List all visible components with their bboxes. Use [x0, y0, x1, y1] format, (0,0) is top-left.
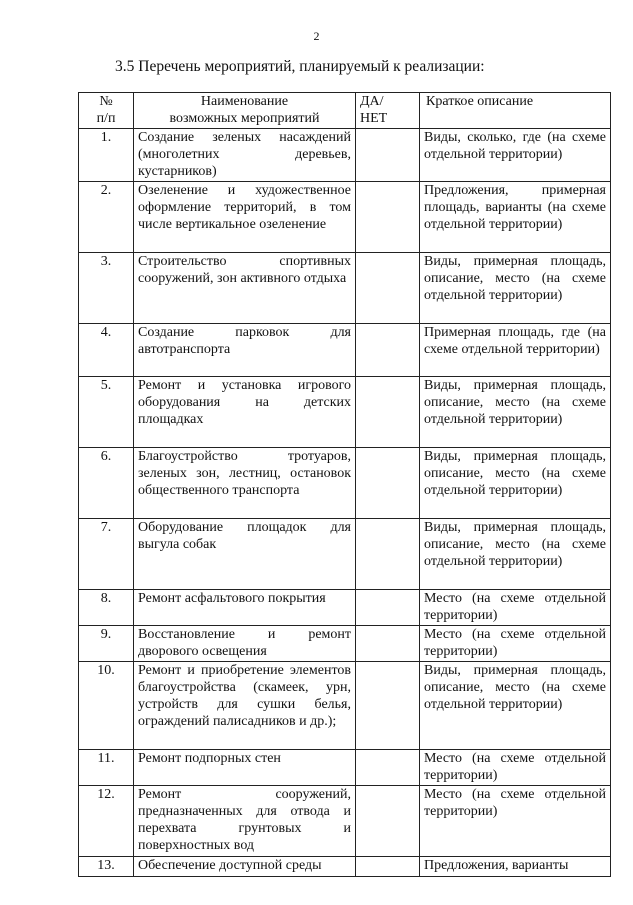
- measure-description: Виды, примерная площадь, описание, место (на схеме отдельной территории): [420, 448, 611, 519]
- measure-description: Виды, сколько, где (на схеме отдельной территории): [420, 129, 611, 182]
- header-name: Наименование возможных мероприятий: [134, 93, 356, 129]
- yes-no-cell[interactable]: [356, 626, 420, 662]
- section-heading: 3.5 Перечень мероприятий, планируемый к реализации:: [115, 58, 485, 75]
- table-row: [79, 519, 611, 590]
- measures-table: [78, 92, 611, 877]
- table-row: [79, 182, 611, 253]
- table-row: [79, 662, 611, 750]
- measure-name: Создание зеленых насаждений (многолетних деревьев, кустарников): [134, 129, 356, 182]
- table-row: [79, 253, 611, 324]
- table-row: [79, 857, 611, 877]
- row-number: 11.: [79, 750, 134, 786]
- table-row: [79, 590, 611, 626]
- yes-no-cell[interactable]: [356, 448, 420, 519]
- measure-description: Место (на схеме отдельной территории): [420, 590, 611, 626]
- measure-name: Ремонт сооружений, предназначенных для отвода и перехвата грунтовых и поверхностных вод: [134, 786, 356, 857]
- row-number: 3.: [79, 253, 134, 324]
- table-header-row: [79, 93, 611, 129]
- header-num: № п/п: [79, 93, 134, 129]
- table-row: [79, 324, 611, 377]
- yes-no-cell[interactable]: [356, 182, 420, 253]
- row-number: 10.: [79, 662, 134, 750]
- yes-no-cell[interactable]: [356, 786, 420, 857]
- row-number: 6.: [79, 448, 134, 519]
- header-description: Краткое описание: [420, 93, 611, 129]
- table-row: [79, 448, 611, 519]
- page-number: 2: [313, 29, 320, 43]
- row-number: 13.: [79, 857, 134, 877]
- yes-no-cell[interactable]: [356, 590, 420, 626]
- measure-name: Ремонт и приобретение элементов благоустройства (скамеек, урн, устройств для сушки белья, ограждений палисадников и др.);: [134, 662, 356, 750]
- row-number: 4.: [79, 324, 134, 377]
- measure-name: Обеспечение доступной среды: [134, 857, 356, 877]
- measure-name: Ремонт подпорных стен: [134, 750, 356, 786]
- measure-name: Оборудование площадок для выгула собак: [134, 519, 356, 590]
- measure-description: Предложения, примерная площадь, варианты (на схеме отдельной территории): [420, 182, 611, 253]
- yes-no-cell[interactable]: [356, 857, 420, 877]
- measure-description: Предложения, варианты: [420, 857, 611, 877]
- yes-no-cell[interactable]: [356, 750, 420, 786]
- table-row: [79, 750, 611, 786]
- measure-description: Виды, примерная площадь, описание, место (на схеме отдельной территории): [420, 253, 611, 324]
- row-number: 1.: [79, 129, 134, 182]
- row-number: 8.: [79, 590, 134, 626]
- yes-no-cell[interactable]: [356, 129, 420, 182]
- header-yes-no: ДА/ НЕТ: [356, 93, 420, 129]
- measure-description: Виды, примерная площадь, описание, место (на схеме отдельной территории): [420, 377, 611, 448]
- measure-description: Примерная площадь, где (на схеме отдельной территории): [420, 324, 611, 377]
- row-number: 7.: [79, 519, 134, 590]
- measure-name: Озеленение и художественное оформление территорий, в том числе вертикальное озеленение: [134, 182, 356, 253]
- table-row: [79, 377, 611, 448]
- measure-description: Виды, примерная площадь, описание, место (на схеме отдельной территории): [420, 662, 611, 750]
- yes-no-cell[interactable]: [356, 662, 420, 750]
- measure-name: Ремонт и установка игрового оборудования на детских площадках: [134, 377, 356, 448]
- table-row: [79, 786, 611, 857]
- measure-description: Место (на схеме отдельной территории): [420, 786, 611, 857]
- measure-name: Восстановление и ремонт дворового освещения: [134, 626, 356, 662]
- measure-name: Создание парковок для автотранспорта: [134, 324, 356, 377]
- yes-no-cell[interactable]: [356, 253, 420, 324]
- row-number: 9.: [79, 626, 134, 662]
- table-row: [79, 129, 611, 182]
- table-row: [79, 626, 611, 662]
- row-number: 2.: [79, 182, 134, 253]
- measure-description: Место (на схеме отдельной территории): [420, 626, 611, 662]
- measure-name: Строительство спортивных сооружений, зон активного отдыха: [134, 253, 356, 324]
- row-number: 5.: [79, 377, 134, 448]
- measure-name: Ремонт асфальтового покрытия: [134, 590, 356, 626]
- yes-no-cell[interactable]: [356, 324, 420, 377]
- yes-no-cell[interactable]: [356, 519, 420, 590]
- row-number: 12.: [79, 786, 134, 857]
- measure-name: Благоустройство тротуаров, зеленых зон, лестниц, остановок общественного транспорта: [134, 448, 356, 519]
- yes-no-cell[interactable]: [356, 377, 420, 448]
- measure-description: Место (на схеме отдельной территории): [420, 750, 611, 786]
- measure-description: Виды, примерная площадь, описание, место (на схеме отдельной территории): [420, 519, 611, 590]
